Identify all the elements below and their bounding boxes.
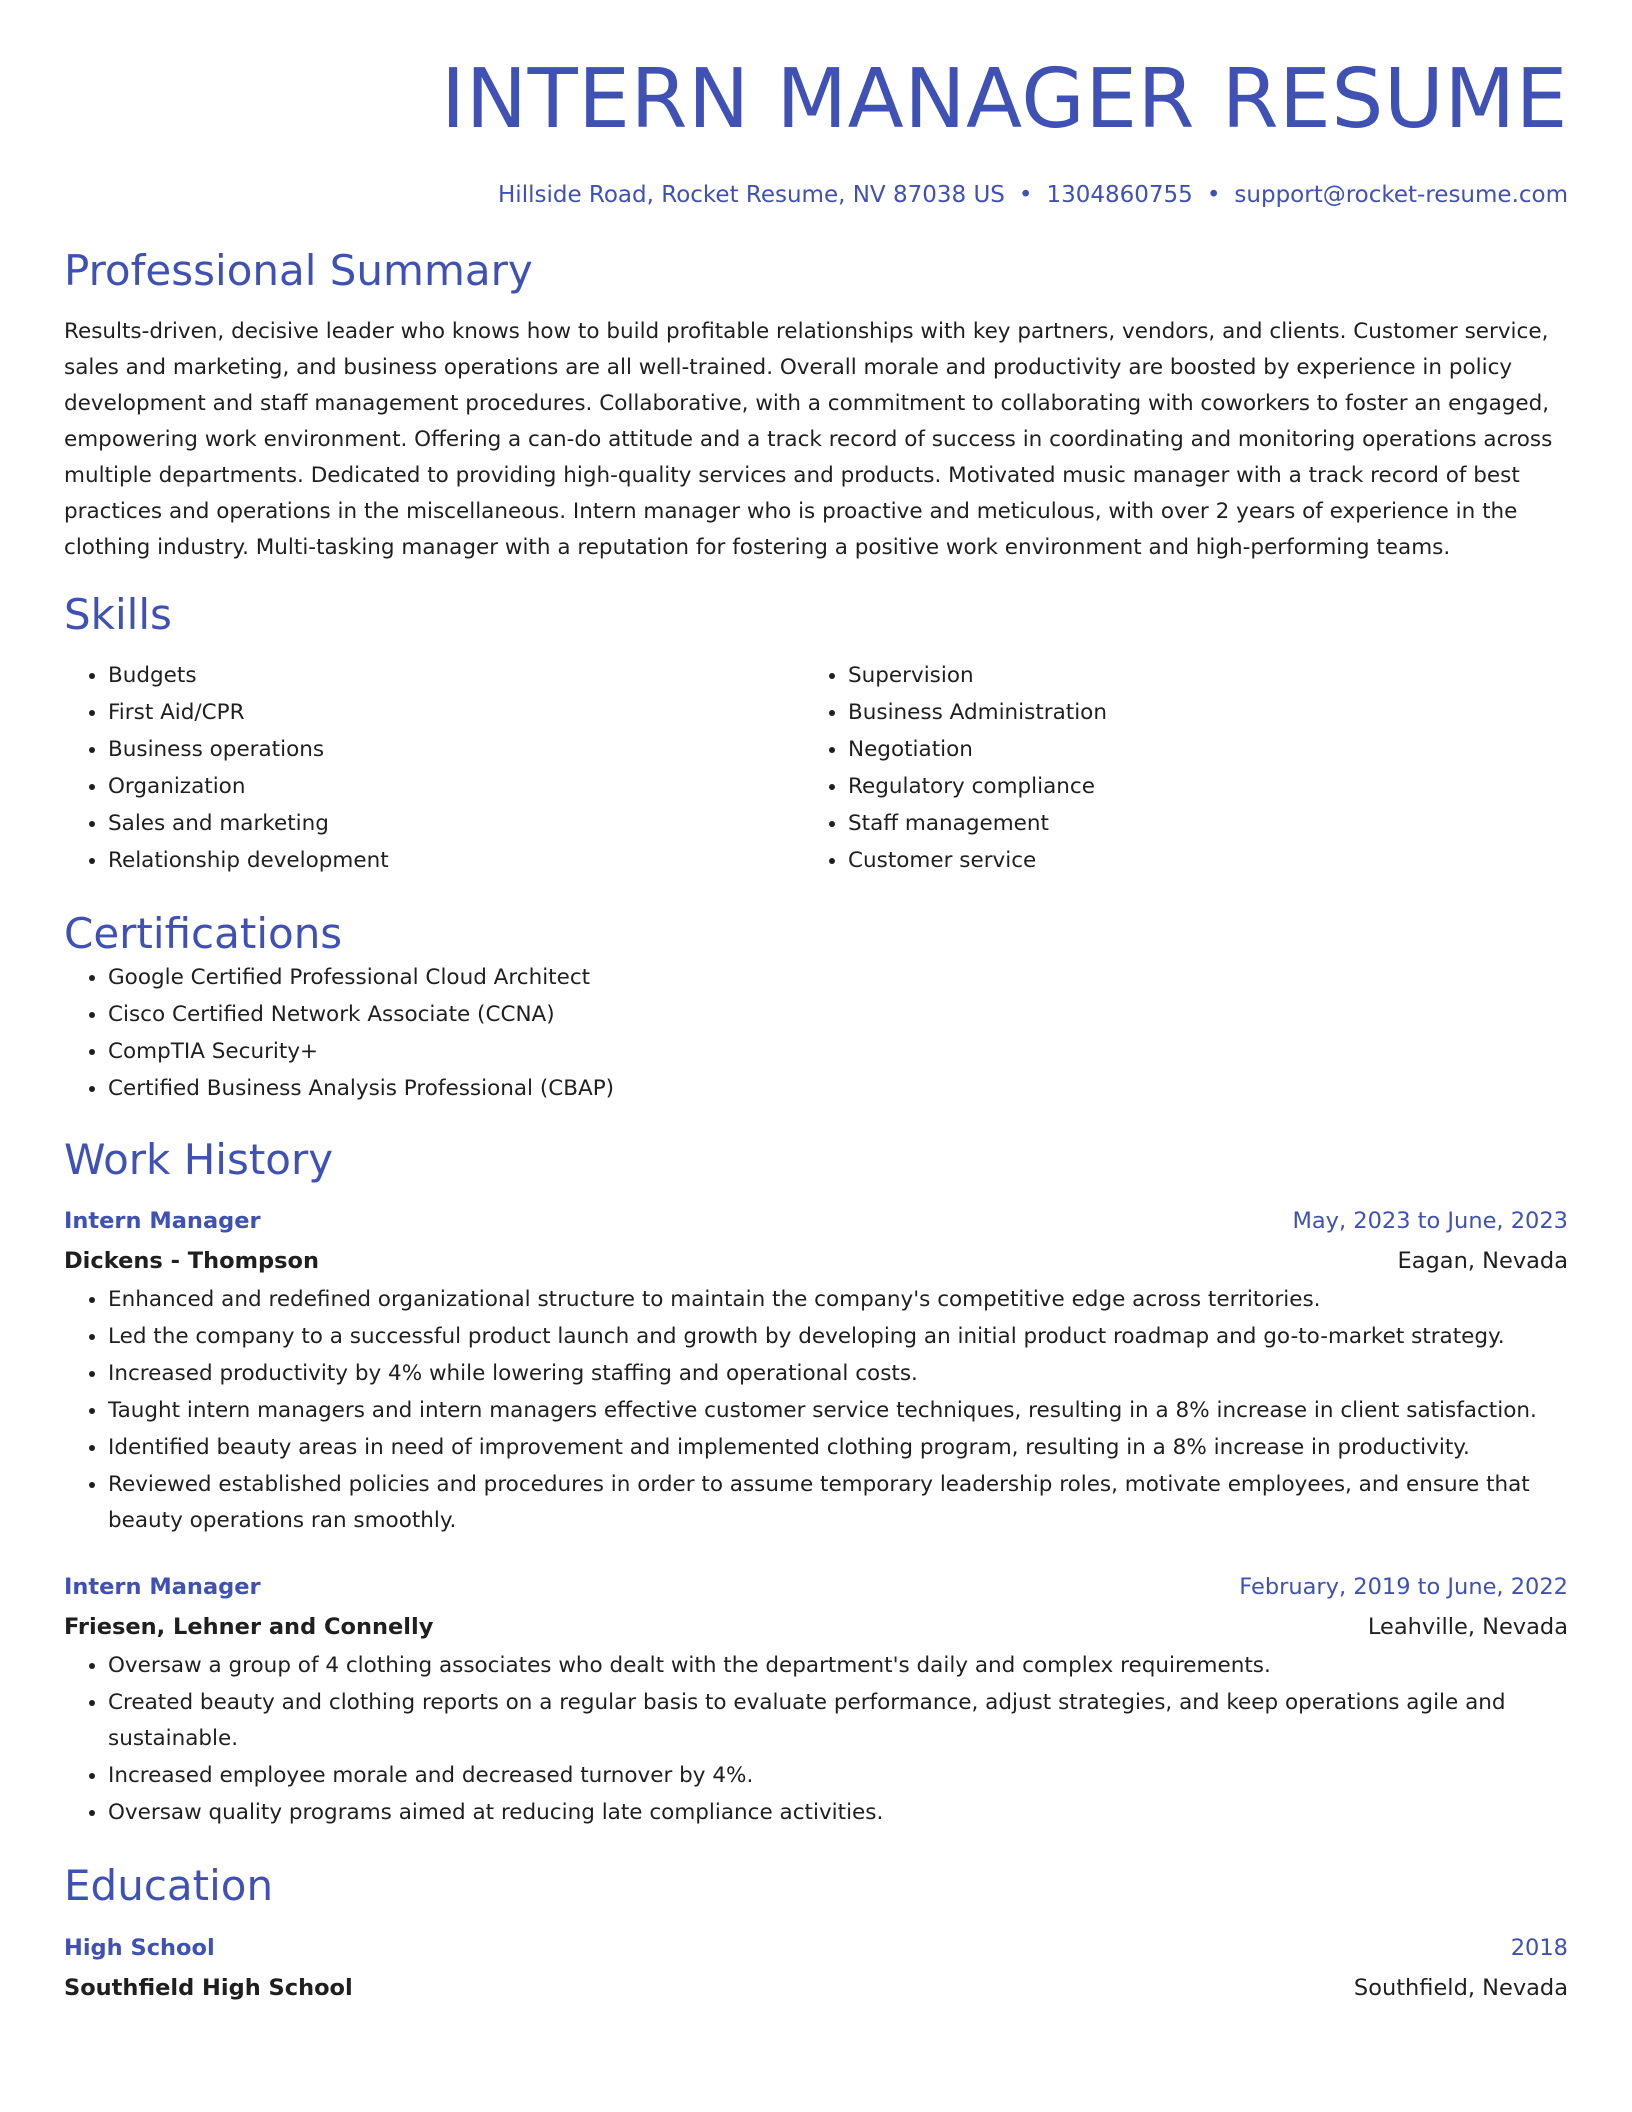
skill-item: • Staff management [848, 805, 1544, 842]
job-bullet: • Created beauty and clothing reports on a regular basis to evaluate performance, adjust strategies, and keep operations agile and sustainable. [108, 1684, 1568, 1757]
job-role: Intern Manager [64, 1208, 261, 1235]
job-company-row [64, 1241, 1568, 1281]
skill-item: • Budgets [108, 657, 804, 694]
job-company: Friesen, Lehner and Connelly [64, 1614, 434, 1641]
education-school-row [64, 1968, 1568, 2008]
skills-list-left [64, 657, 804, 879]
skill-item: • Supervision [848, 657, 1544, 694]
skills-heading: Skills [64, 590, 172, 640]
certifications-heading: Certifications [64, 908, 343, 958]
job-company: Dickens - Thompson [64, 1248, 320, 1275]
certification-item: • CompTIA Security+ [108, 1033, 1568, 1070]
contact-address: Hillside Road, Rocket Resume, NV 87038 US [498, 181, 1005, 208]
separator-dot: • [1018, 181, 1033, 208]
skills-grid [64, 657, 1568, 879]
job-bullet: • Led the company to a successful product launch and growth by developing an initial product roadmap and go-to-market strategy. [108, 1318, 1568, 1355]
skill-item: • Sales and marketing [108, 805, 804, 842]
job-role: Intern Manager [64, 1574, 261, 1601]
resume-title: INTERN MANAGER RESUME [441, 52, 1568, 147]
job-bullet: • Increased productivity by 4% while lowering staffing and operational costs. [108, 1355, 1568, 1392]
education-degree: High School [64, 1934, 215, 1961]
job-bullet: • Increased employee morale and decreased turnover by 4%. [108, 1757, 1568, 1794]
contact-phone: 1304860755 [1046, 181, 1193, 208]
education-year: 2018 [1510, 1934, 1568, 1961]
job-bullet: • Oversaw a group of 4 clothing associates who dealt with the department's daily and complex requirements. [108, 1647, 1568, 1684]
skill-item: • Organization [108, 768, 804, 805]
job-dates: May, 2023 to June, 2023 [1292, 1208, 1568, 1235]
job-location: Eagan, Nevada [1397, 1248, 1568, 1275]
skill-item: • First Aid/CPR [108, 694, 804, 731]
skill-item: • Negotiation [848, 731, 1544, 768]
certification-item: • Cisco Certified Network Associate (CCNA) [108, 996, 1568, 1033]
contact-email[interactable]: support@rocket-resume.com [1234, 181, 1568, 208]
job-entry [64, 1567, 1568, 1831]
job-bullet: • Oversaw quality programs aimed at reducing late compliance activities. [108, 1794, 1568, 1831]
job-bullet: • Identified beauty areas in need of improvement and implemented clothing program, resulting in a 8% increase in productivity. [108, 1429, 1568, 1466]
job-entry [64, 1201, 1568, 1539]
certifications-section [64, 909, 1568, 1107]
skills-list-right [804, 657, 1544, 879]
job-header-row [64, 1201, 1568, 1241]
certification-item: • Certified Business Analysis Professional (CBAP) [108, 1070, 1568, 1107]
resume-header [64, 0, 1568, 208]
work-history-heading: Work History [64, 1135, 334, 1184]
separator-dot: • [1206, 181, 1221, 208]
job-bullets [64, 1281, 1568, 1539]
work-history-section [64, 1135, 1568, 1831]
skills-column-right [804, 657, 1544, 879]
contact-line [64, 182, 1568, 208]
education-location: Southfield, Nevada [1353, 1974, 1568, 2001]
job-location: Leahville, Nevada [1367, 1614, 1568, 1641]
education-school: Southfield High School [64, 1974, 353, 2001]
skill-item: • Business operations [108, 731, 804, 768]
education-section [64, 1861, 1568, 2007]
summary-section [64, 246, 1568, 566]
job-bullet: • Reviewed established policies and procedures in order to assume temporary leadership roles, motivate employees, and ensure that beauty operations ran smoothly. [108, 1466, 1568, 1539]
job-bullets [64, 1647, 1568, 1831]
education-header-row [64, 1928, 1568, 1968]
skills-section [64, 590, 1568, 878]
summary-text: Results-driven, decisive leader who knows how to build profitable relationships with key partners, vendors, and clients. Customer service, sales and marketing, and business operations are all well-trained. Overall morale and productivity are boosted by experience in policy development and staff management procedures. Collaborative, with a commitment to collaborating with coworkers to foster an engaged, empowering work environment. Offering a can-do attitude and a track record of success in coordinating and monitoring operations across multiple departments. Dedicated to providing high-quality services and products. Motivated music manager with a track record of best practices and operations in the miscellaneous. Intern manager who is proactive and meticulous, with over 2 years of experience in the clothing industry. Multi-tasking manager with a reputation for fostering a positive work environment and high-performing teams. [64, 319, 1553, 561]
summary-heading: Professional Summary [64, 245, 533, 295]
skill-item: • Relationship development [108, 842, 804, 879]
job-dates: February, 2019 to June, 2022 [1239, 1574, 1568, 1601]
job-header-row [64, 1567, 1568, 1607]
certifications-list [64, 959, 1568, 1107]
certification-item: • Google Certified Professional Cloud Architect [108, 959, 1568, 996]
skills-column-left [64, 657, 804, 879]
job-company-row [64, 1607, 1568, 1647]
job-bullet: • Enhanced and redefined organizational structure to maintain the company's competitive edge across territories. [108, 1281, 1568, 1318]
skill-item: • Regulatory compliance [848, 768, 1544, 805]
skill-item: • Customer service [848, 842, 1544, 879]
education-entry [64, 1928, 1568, 2008]
education-heading: Education [64, 1861, 274, 1911]
skill-item: • Business Administration [848, 694, 1544, 731]
job-bullet: • Taught intern managers and intern managers effective customer service techniques, resulting in a 8% increase in client satisfaction. [108, 1392, 1568, 1429]
